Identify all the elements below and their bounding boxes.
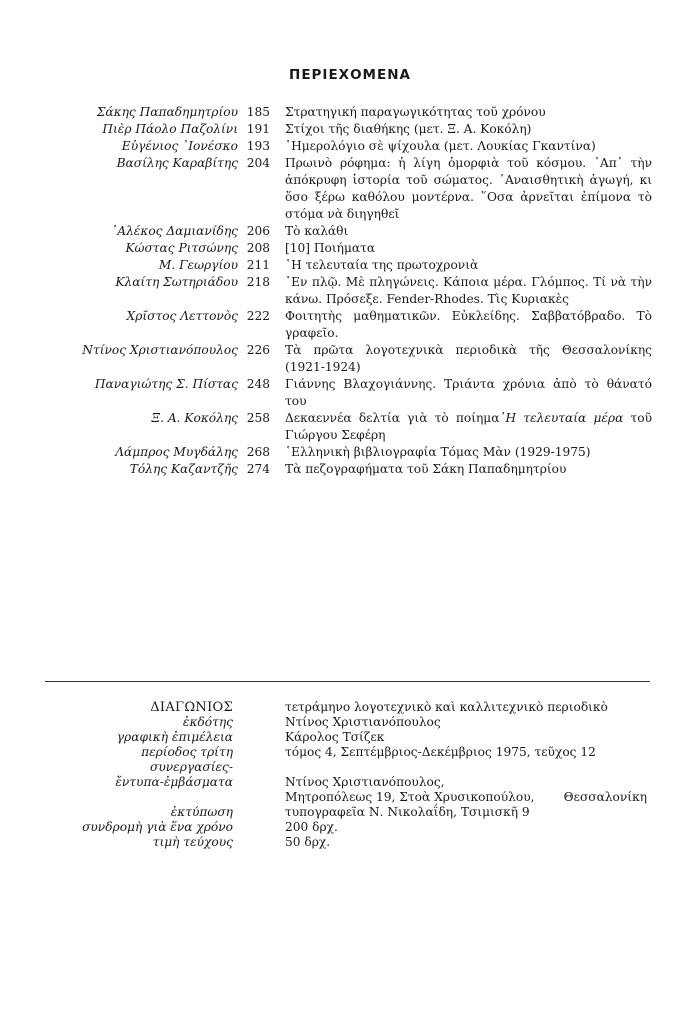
correspondence-address — [285, 790, 647, 805]
printing-value: τυπογραφεῖα Ν. Νικολαΐδη, Τσιμισκῆ 9 — [285, 805, 530, 819]
toc-title: Τὰ πεζογραφήματα τοῦ Σάκη Παπαδημητρίου — [285, 462, 567, 476]
toc-author: Εὐγένιος ᾿Ιονέσκο — [121, 139, 238, 153]
colophon-row — [0, 820, 700, 835]
colophon-row — [0, 760, 700, 775]
toc-page-number: 204 — [246, 156, 270, 170]
toc-title: ᾿Εν πλῷ. Μὲ πληγώνεις. Κάποια μέρα. Γλόμπος. Τί νὰ τὴν κάνω. Πρόσεξε. Fender-Rhodes. Τὶς Κυριακὲς — [285, 275, 652, 306]
toc-page-number: 218 — [246, 275, 270, 289]
toc-author: Ξ. Α. Κοκόλης — [151, 411, 238, 425]
correspondence-label: ἔντυπα-ἐμβάσματα — [115, 775, 233, 789]
toc-entry[interactable] — [0, 342, 700, 376]
colophon — [0, 700, 700, 850]
toc-page-number: 185 — [246, 105, 270, 119]
toc-author: Μ. Γεωργίου — [158, 258, 238, 272]
colophon-row — [0, 700, 700, 715]
toc-author: Βασίλης Καραβίτης — [116, 156, 238, 170]
toc-title-part: Δεκαεννέα δελτία γιὰ τὸ ποίημα — [285, 411, 500, 425]
contents-heading: ΠΕΡΙΕΧΟΜΕΝΑ — [289, 67, 411, 83]
toc-entry[interactable] — [0, 104, 700, 121]
design-label: γραφικὴ ἐπιμέλεια — [116, 730, 233, 744]
subscription-value: 200 δρχ. — [285, 820, 338, 834]
colophon-row — [0, 775, 700, 790]
colophon-row — [0, 715, 700, 730]
toc-page-number: 206 — [246, 224, 270, 238]
toc-page-number: 258 — [246, 411, 270, 425]
colophon-row — [0, 805, 700, 820]
toc-author: Κλαίτη Σωτηριάδου — [115, 275, 238, 289]
toc-entry[interactable] — [0, 274, 700, 308]
toc-title: Πρωινὸ ρόφημα: ἡ λίγη ὀμορφιὰ τοῦ κόσμου. ᾿Απ᾿ τὴν ἀπόκρυφη ἱστορία τοῦ σώματος. ᾿Αναισθητικὴ ἀγωγή, κι ὅσο ξέρω καθόλου μοντέρνα. ῞Οσα ἀρνεῖται ἐπίμονα τὸ στόμα νὰ διηγηθεῖ — [285, 156, 652, 221]
toc-entry[interactable] — [0, 155, 700, 223]
toc-page-number: 248 — [246, 377, 270, 391]
toc-author: Κώστας Ριτσώνης — [125, 241, 238, 255]
toc-page-number: 191 — [246, 122, 270, 136]
toc-author: Τόλης Καζαντζῆς — [129, 462, 238, 476]
toc-title: Στρατηγική παραγωγικότητας τοῦ χρόνου — [285, 105, 546, 119]
toc-page-number: 211 — [246, 258, 270, 272]
toc-entry[interactable] — [0, 257, 700, 274]
toc-title: ῾Ελληνικὴ βιβλιογραφία Τόμας Μὰν (1929-1975) — [285, 445, 591, 459]
toc-entry[interactable] — [0, 461, 700, 478]
toc-title: ῾Ημερολόγιο σὲ ψίχουλα (μετ. Λουκίας Γκαντίνα) — [285, 139, 596, 153]
price-label: τιμὴ τεύχους — [152, 835, 233, 849]
poem-title: ῾Η τελευταία μέρα — [499, 411, 624, 425]
toc-entry[interactable] — [0, 444, 700, 461]
toc-entry[interactable] — [0, 121, 700, 138]
toc-author: Πιὲρ Πάολο Παζολίνι — [102, 122, 238, 136]
period-value: τόμος 4, Σεπτέμβριος-Δεκέμβριος 1975, τεῦχος 12 — [285, 745, 596, 759]
toc-page-number: 274 — [246, 462, 270, 476]
horizontal-rule — [45, 681, 650, 682]
toc-author: Χρῖστος Λεττονὸς — [126, 309, 238, 323]
toc-title: Τὸ καλάθι — [285, 224, 349, 238]
spacer — [285, 760, 650, 775]
toc-title: ῾Η τελευταία της πρωτοχρονιὰ — [285, 258, 479, 272]
toc-page-number: 268 — [246, 445, 270, 459]
spacer — [0, 790, 233, 805]
toc-title: Γιάννης Βλαχογιάννης. Τριάντα χρόνια ἀπὸ τὸ θάνατό του — [285, 377, 652, 408]
correspondence-name: Ντίνος Χριστιανόπουλος, — [285, 775, 445, 789]
publisher-value: Ντίνος Χριστιανόπουλος — [285, 715, 441, 729]
toc-author: Λάμπρος Μυγδάλης — [115, 445, 238, 459]
toc-author: ᾿Αλέκος Δαμιανίδης — [111, 224, 238, 238]
magazine-name: ΔΙΑΓΩΝΙΟΣ — [150, 700, 233, 715]
printing-label: ἐκτύπωση — [170, 805, 233, 819]
address-street: Μητροπόλεως 19, Στοὰ Χρυσικοπούλου, — [285, 790, 535, 804]
colophon-row — [0, 745, 700, 760]
subscription-label: συνδρομὴ γιὰ ἕνα χρόνο — [82, 820, 233, 834]
toc-page-number: 193 — [246, 139, 270, 153]
toc-entry[interactable] — [0, 138, 700, 155]
price-value: 50 δρχ. — [285, 835, 331, 849]
toc-author: Ντίνος Χριστιανόπουλος — [82, 343, 238, 357]
toc-page-number: 222 — [246, 309, 270, 323]
magazine-description: τετράμηνο λογοτεχνικὸ καὶ καλλιτεχνικὸ περιοδικὸ — [285, 700, 608, 714]
colophon-row — [0, 835, 700, 850]
toc-entry[interactable] — [0, 240, 700, 257]
toc-title: Στίχοι τῆς διαθήκης (μετ. Ξ. Α. Κοκόλη) — [285, 122, 532, 136]
toc-title: Φοιτητὴς μαθηματικῶν. Εὐκλείδης. Σαββατόβραδο. Τὸ γραφεῖο. — [285, 309, 652, 340]
colophon-row — [0, 790, 700, 805]
publisher-label: ἐκδότης — [182, 715, 233, 729]
colophon-row — [0, 730, 700, 745]
toc-page-number: 208 — [246, 241, 270, 255]
toc-entry[interactable] — [0, 308, 700, 342]
toc-title: Τὰ πρῶτα λογοτεχνικὰ περιοδικὰ τῆς Θεσσαλονίκης (1921-1924) — [285, 343, 652, 374]
address-city: Θεσσαλονίκη — [563, 790, 647, 804]
correspondence-label: συνεργασίες- — [150, 760, 233, 774]
toc-entry[interactable] — [0, 376, 700, 410]
period-label: περίοδος τρίτη — [141, 745, 233, 759]
toc-entry[interactable] — [0, 223, 700, 240]
design-value: Κάρολος Τσίζεκ — [285, 730, 385, 744]
toc-entry[interactable] — [0, 410, 700, 444]
toc-page-number: 226 — [246, 343, 270, 357]
toc-author: Σάκης Παπαδημητρίου — [96, 105, 238, 119]
toc-title-part: τοῦ Γιώργου Σεφέρη — [285, 411, 652, 442]
table-of-contents — [0, 104, 700, 478]
toc-title: [10] Ποιήματα — [285, 241, 376, 255]
toc-author: Παναγιώτης Σ. Πίστας — [94, 377, 238, 391]
toc-title — [285, 410, 652, 444]
